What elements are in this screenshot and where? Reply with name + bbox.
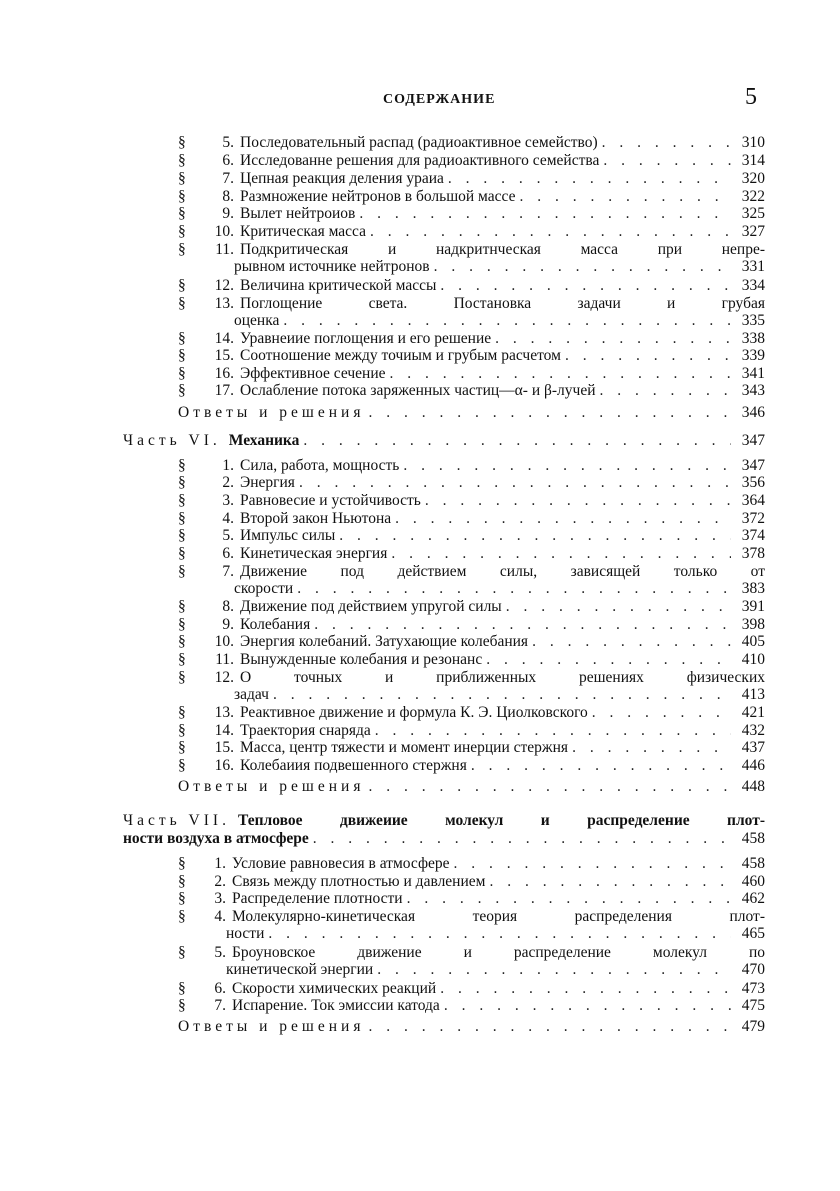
entry-number: 15. [214,739,234,756]
part-title: Механика [228,432,300,449]
toc-entry [178,492,765,510]
section-sign: § [178,890,186,907]
entry-title: Испарение. Ток эмиссии катода [232,997,440,1014]
entry-title: Размножение нейтронов в большой массе [240,188,516,205]
section-sign: § [178,205,186,222]
entry-page: 405 [741,633,765,650]
toc-entry-continuation [234,258,765,276]
entry-title: Величина критической массы [240,277,437,294]
entry-page: 347 [741,457,765,474]
toc-entry [178,527,765,545]
entry-number: 12. [214,277,234,294]
toc-entry [178,170,765,188]
toc-entry [178,188,765,206]
entry-page: 465 [741,925,765,942]
entry-number: 17. [214,382,234,399]
entry-title: Распределение плотности [232,890,403,907]
section-sign: § [178,563,186,580]
leader-dots [297,580,731,598]
entry-number: 8. [222,188,234,205]
leader-dots [368,778,731,796]
entry-number: 5. [214,944,226,961]
section-sign: § [178,722,186,739]
entry-title-cont: ности [226,925,265,942]
entry-title: Молекулярно-кинетическая теория распределения плот- [232,908,765,925]
entry-title: Энергия колебаний. Затухающие колебания [240,633,529,650]
running-header [0,84,840,116]
entry-title: Вылет нейтроиов [240,205,356,222]
toc-entry [178,598,765,616]
leader-dots [314,616,731,634]
leader-dots [440,277,731,295]
leader-dots [592,704,731,722]
entry-title: Подкритическая и надкритнческая масса при непре- [240,241,765,258]
entry-number: 7. [214,997,226,1014]
section-sign: § [178,598,186,615]
section-sign: § [178,474,186,491]
entry-number: 5. [222,134,234,151]
part-heading [123,812,765,830]
entry-page: 314 [741,152,765,169]
entry-page: 432 [741,722,765,739]
toc-entry [178,633,765,651]
entry-title: Масса, центр тяжести и момент инерции стержня [240,739,569,756]
entry-title: Эффективное сечение [240,365,386,382]
entry-title: Колебаиия подвешенного стержня [240,757,467,774]
entry-number: 10. [214,633,234,650]
entry-page: 338 [741,330,765,347]
entry-number: 13. [214,295,234,312]
section-sign: § [178,527,186,544]
part-heading [123,432,765,450]
entry-page: 334 [741,277,765,294]
leader-dots [471,757,731,775]
section-sign: § [178,704,186,721]
answers-row [178,778,765,796]
part-page: 458 [741,830,765,847]
answers-row-page: 479 [741,1018,765,1035]
leader-dots [602,134,731,152]
leader-dots [391,545,731,563]
entry-number: 1. [222,457,234,474]
entry-page: 470 [741,961,765,978]
part-label: Часть VII. [123,812,230,829]
entry-number: 7. [222,563,234,580]
entry-number: 3. [214,890,226,907]
toc-entry [178,205,765,223]
leader-dots [448,170,731,188]
section-sign: § [178,997,186,1014]
leader-dots [519,188,731,206]
entry-title: Равновесие и устойчивость [240,492,421,509]
entry-title: Ослабление потока заряженных частиц—α- и β-лучей [240,382,596,399]
answers-row-text: Ответы и решения [178,1018,365,1035]
entry-page: 473 [741,980,765,997]
entry-page: 462 [741,890,765,907]
toc-entry [178,669,765,687]
section-sign: § [178,545,186,562]
toc-entry [178,704,765,722]
section-sign: § [178,188,186,205]
entry-title: Колебания [240,616,311,633]
entry-number: 10. [214,223,234,240]
entry-title: Связь между плотностью и давлением [232,873,486,890]
entry-title: Вынужденные колебания и резонанс [240,651,483,668]
section-sign: § [178,944,186,961]
section-sign: § [178,616,186,633]
entry-number: 13. [214,704,234,721]
entry-page: 356 [741,474,765,491]
entry-number: 4. [214,908,226,925]
leader-dots [495,330,731,348]
toc-entry [178,152,765,170]
entry-page: 378 [741,545,765,562]
leader-dots [375,722,731,740]
leader-dots [407,890,731,908]
entry-page: 413 [741,686,765,703]
toc-entry [178,241,765,259]
part-heading-continuation [123,830,765,848]
entry-page: 421 [741,704,765,721]
section-sign: § [178,277,186,294]
entry-title: Сила, работа, мощность [240,457,400,474]
leader-dots [313,830,731,848]
leader-dots [377,961,731,979]
section-sign: § [178,669,186,686]
entry-title-cont: рывном источнике нейтронов [234,258,430,275]
section-sign: § [178,492,186,509]
leader-dots [299,474,731,492]
section-sign: § [178,223,186,240]
section-sign: § [178,295,186,312]
entry-number: 14. [214,330,234,347]
entry-number: 1. [214,855,226,872]
entry-title: Критическая масса [240,223,366,240]
section-sign: § [178,651,186,668]
toc-entry [178,382,765,400]
toc-entry [178,330,765,348]
entry-page: 391 [741,598,765,615]
answers-row-text: Ответы и решения [178,778,365,795]
leader-dots [425,492,731,510]
entry-number: 8. [222,598,234,615]
section-sign: § [178,347,186,364]
entry-title-cont: задач [234,686,269,703]
entry-number: 6. [222,152,234,169]
answers-row-page: 346 [741,404,765,421]
section-sign: § [178,980,186,997]
toc-entry [178,474,765,492]
entry-number: 16. [214,757,234,774]
section-sign: § [178,633,186,650]
section-sign: § [178,457,186,474]
entry-title: О точных и приближенных решениях физических [240,669,765,686]
toc-entry [178,944,765,962]
entry-page: 446 [741,757,765,774]
entry-title: Движение под действием упругой силы [240,598,502,615]
leader-dots [395,510,731,528]
leader-dots [603,152,731,170]
entry-number: 14. [214,722,234,739]
toc-entry [178,295,765,313]
leader-dots [268,925,731,943]
toc-entry [178,223,765,241]
entry-page: 339 [741,347,765,364]
leader-dots [303,432,731,450]
entry-title: Условие равновесия в атмосфере [232,855,450,872]
section-sign: § [178,873,186,890]
entry-page: 322 [741,188,765,205]
entry-page: 343 [741,382,765,399]
entry-number: 6. [214,980,226,997]
entry-page: 460 [741,873,765,890]
section-sign: § [178,365,186,382]
toc-entry [178,739,765,757]
toc-entry [178,510,765,528]
leader-dots [368,404,731,422]
entry-page: 335 [741,312,765,329]
entry-page: 437 [741,739,765,756]
toc-entry [178,347,765,365]
leader-dots [572,739,731,757]
leader-dots [368,1018,731,1036]
answers-row [178,404,765,422]
toc-entry [178,134,765,152]
entry-page: 410 [741,651,765,668]
toc-entry-continuation [234,312,765,330]
entry-number: 7. [222,170,234,187]
entry-page: 475 [741,997,765,1014]
page-number: 5 [745,84,757,110]
toc-entry [178,757,765,775]
toc-entry [178,980,765,998]
entry-title: Поглощение света. Постановка задачи и грубая [240,295,765,312]
part-page: 347 [741,432,765,449]
entry-number: 6. [222,545,234,562]
entry-number: 15. [214,347,234,364]
toc-entry [178,457,765,475]
entry-title: Цепная реакция деления ураиа [240,170,444,187]
entry-number: 11. [215,651,234,668]
entry-title: Исследованне решения для радиоактивного семейства [240,152,600,169]
entry-title: Кинетическая энергия [240,545,388,562]
section-sign: § [178,134,186,151]
header-title: СОДЕРЖАНИЕ [383,92,496,107]
entry-page: 372 [741,510,765,527]
entry-title-cont: кинетической энергии [226,961,374,978]
leader-dots [600,382,731,400]
leader-dots [403,457,731,475]
section-sign: § [178,855,186,872]
toc-entry-continuation [234,686,765,704]
toc-entry [178,722,765,740]
entry-title: Второй закон Ньютона [240,510,392,527]
entry-page: 398 [741,616,765,633]
section-sign: § [178,739,186,756]
entry-number: 4. [222,510,234,527]
part-title-cont: ности воздуха в атмосфере [123,830,309,847]
entry-number: 5. [222,527,234,544]
entry-page: 364 [741,492,765,509]
leader-dots [489,873,731,891]
section-sign: § [178,908,186,925]
entry-title: Скорости химических реакций [232,980,437,997]
leader-dots [444,997,731,1015]
section-sign: § [178,757,186,774]
entry-title: Реактивное движение и формула К. Э. Циолковского [240,704,588,721]
toc-entry [178,890,765,908]
leader-dots [370,223,731,241]
entry-title-cont: скорости [234,580,294,597]
leader-dots [283,312,731,330]
entry-page: 310 [741,134,765,151]
entry-page: 341 [741,365,765,382]
entry-title: Движение под действием силы, зависящей только от [240,563,765,580]
answers-row-page: 448 [741,778,765,795]
leader-dots [565,347,731,365]
toc-entry-continuation [234,580,765,598]
entry-number: 3. [222,492,234,509]
leader-dots [454,855,731,873]
entry-page: 320 [741,170,765,187]
toc-entry [178,873,765,891]
leader-dots [506,598,731,616]
section-sign: § [178,330,186,347]
leader-dots [273,686,731,704]
leader-dots [434,258,731,276]
section-sign: § [178,382,186,399]
leader-dots [440,980,731,998]
entry-title: Последовательный распад (радиоактивное семейство) [240,134,598,151]
toc-entry [178,277,765,295]
entry-page: 383 [741,580,765,597]
answers-row-text: Ответы и решения [178,404,365,421]
entry-number: 9. [222,616,234,633]
entry-title: Импульс силы [240,527,336,544]
entry-title: Броуновское движение и распределение молекул по [232,944,765,961]
leader-dots [339,527,731,545]
entry-page: 331 [741,258,765,275]
entry-number: 12. [214,669,234,686]
entry-number: 9. [222,205,234,222]
toc-entry-continuation [226,925,765,943]
toc-entry [178,908,765,926]
entry-title: Уравнеиие поглощения и его решение [240,330,492,347]
answers-row [178,1018,765,1036]
leader-dots [532,633,731,651]
part-title: Тепловое движеиие молекул и распределение плот- [237,812,765,829]
entry-page: 458 [741,855,765,872]
section-sign: § [178,152,186,169]
entry-title-cont: оценка [234,312,280,329]
toc-entry [178,651,765,669]
toc-entry [178,545,765,563]
entry-title: Соотношение между точиым и грубым расчетом [240,347,561,364]
entry-page: 325 [741,205,765,222]
section-sign: § [178,510,186,527]
part-label: Часть VI. [123,432,221,449]
toc-entry-continuation [226,961,765,979]
section-sign: § [178,241,186,258]
toc-entry [178,365,765,383]
toc-entry [178,997,765,1015]
leader-dots [359,205,731,223]
entry-number: 11. [215,241,234,258]
entry-number: 2. [222,474,234,491]
toc-entry [178,855,765,873]
entry-number: 16. [214,365,234,382]
leader-dots [486,651,731,669]
section-sign: § [178,170,186,187]
entry-title: Энергия [240,474,295,491]
entry-title: Траектория снаряда [240,722,371,739]
entry-page: 327 [741,223,765,240]
toc-entry [178,563,765,581]
entry-number: 2. [214,873,226,890]
entry-page: 374 [741,527,765,544]
leader-dots [390,365,731,383]
toc-entry [178,616,765,634]
